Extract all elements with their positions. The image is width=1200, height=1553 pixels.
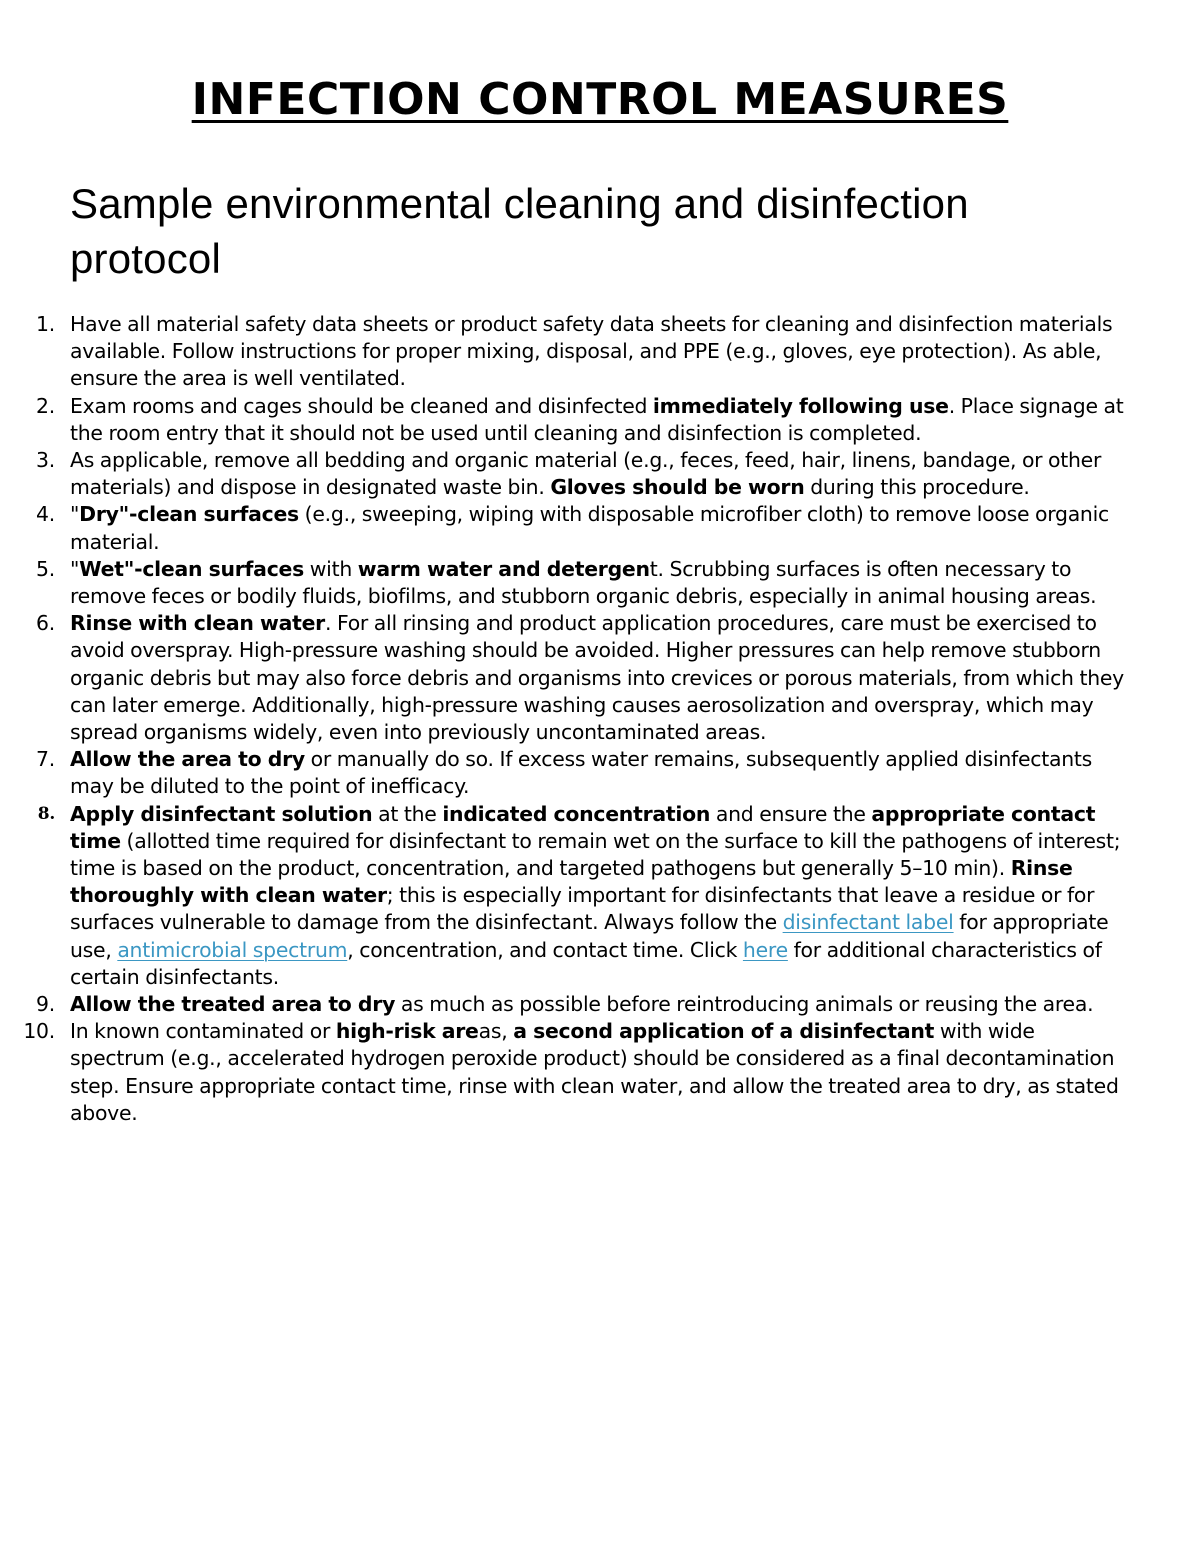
step-text: In known contaminated or: [70, 1019, 336, 1044]
step-text: As applicable, remove all bedding and organic material (e.g., feces, feed, hair, linens, bandage, or other materials) and dispose in designated waste bin.: [70, 448, 1102, 500]
step-emphasis: warm water and detergen: [357, 556, 650, 581]
protocol-step-5: [0, 556, 1200, 610]
step-emphasis: appropriate contact time: [70, 801, 1096, 853]
document-title: INFECTION CONTROL MEASURES: [191, 74, 1009, 125]
protocol-steps-list: [0, 311, 1200, 1127]
protocol-step-10: [0, 1018, 1200, 1127]
protocol-step-6: [0, 610, 1200, 746]
step-emphasis: Dry"-clean surfaces: [79, 502, 299, 527]
step-number: 6.: [36, 611, 55, 636]
step-text: for additional characteristics of certain disinfectants.: [70, 937, 1102, 989]
step-number: 10.: [23, 1019, 55, 1044]
step-text: Exam rooms and cages should be cleaned and disinfected: [70, 393, 653, 418]
step-emphasis: Allow the area to dry: [70, 747, 305, 772]
step-emphasis: Rinse thoroughly with clean water: [70, 856, 1073, 908]
step-text: t. Scrubbing surfaces is often necessary to remove feces or bodily fluids, biofilms, and stubborn organic debris, especially in animal housing areas.: [70, 556, 1097, 609]
step-text: (e.g., sweeping, wiping with disposable microfiber cloth) to remove loose organic material.: [70, 502, 1109, 554]
section-heading: Sample environmental cleaning and disinfection protocol: [70, 180, 969, 282]
step-number: 2.: [36, 393, 55, 418]
step-text: ": [70, 502, 80, 527]
step-emphasis: immediately following use: [652, 393, 949, 418]
step-text: for appropriate use,: [70, 910, 1109, 962]
step-emphasis: a second application of a disinfectant: [513, 1019, 935, 1044]
step-number: 7.: [36, 747, 55, 772]
protocol-step-9: [0, 991, 1200, 1018]
step-emphasis: indicated concentration: [442, 801, 711, 826]
step-number: 9.: [36, 992, 55, 1017]
step-number: 5.: [36, 556, 55, 581]
step-text: , concentration, and contact time. Click: [347, 937, 743, 962]
step-emphasis: Wet"-clean surfaces: [79, 556, 304, 581]
protocol-step-4: [0, 501, 1200, 555]
step-emphasis: Apply disinfectant solution: [70, 801, 373, 826]
step-text: (allotted time required for disinfectant to remain wet on the surface to kill the pathogens of interest; time is based on the product, concentration, and targeted pathogens but generally 5–10 min).: [70, 828, 1121, 881]
step-text: Have all material safety data sheets or product safety data sheets for cleaning and disinfection materials available. Follow instructions for proper mixing, disposal, and PPE (e.g., gloves, eye protection). As able, ensure the area is well ventilated.: [70, 312, 1113, 391]
disinfectant-label-link[interactable]: disinfectant label: [782, 910, 954, 935]
protocol-step-3: [0, 447, 1200, 501]
step-text: as,: [478, 1019, 514, 1044]
protocol-step-2: [0, 393, 1200, 447]
here-link[interactable]: here: [742, 937, 788, 962]
step-number: 4.: [36, 502, 55, 527]
step-text: during this procedure.: [804, 475, 1030, 500]
step-text: . For all rinsing and product application procedures, care must be exercised to avoid overspray. High-pressure washing should be avoided. Higher pressures can help remove stubborn organic debris but may also force debris and organisms into crevices or porous materials, from which they can later emerge. Additionally, high-pressure washing causes aerosolization and overspray, which may spread organisms widely, even into previously uncontaminated areas.: [70, 611, 1124, 745]
step-emphasis: Gloves should be worn: [550, 475, 805, 500]
step-text: and ensure the: [710, 801, 872, 826]
step-number: 8.: [37, 803, 55, 824]
step-text: with wide spectrum (e.g., accelerated hydrogen peroxide product) should be considered as a final decontamination step. Ensure appropriate contact time, rinse with clean water, and allow the treated area to dry, as stated above.: [70, 1019, 1119, 1125]
antimicrobial-spectrum-link[interactable]: antimicrobial spectrum: [117, 937, 348, 962]
step-text: ": [70, 556, 80, 581]
step-text: . Place signage at the room entry that it should not be used until cleaning and disinfection is completed.: [70, 393, 1124, 445]
step-emphasis: Rinse with clean water: [70, 611, 325, 636]
protocol-step-1: [0, 311, 1200, 393]
step-number: 1.: [36, 312, 55, 336]
step-emphasis: high-risk are: [335, 1019, 479, 1044]
step-emphasis: Allow the treated area to dry: [70, 992, 396, 1017]
step-text: with: [304, 556, 358, 581]
step-text: or manually do so. If excess water remains, subsequently applied disinfectants may be diluted to the point of inefficacy.: [70, 747, 1093, 799]
step-text: at the: [372, 801, 443, 826]
step-text: as much as possible before reintroducing animals or reusing the area.: [395, 992, 1094, 1017]
protocol-step-8: [0, 801, 1200, 991]
protocol-step-7: [0, 746, 1200, 800]
step-number: 3.: [36, 448, 55, 473]
step-text: ; this is especially important for disinfectants that leave a residue or for surfaces vulnerable to damage from the disinfectant. Always follow the: [70, 883, 1095, 935]
